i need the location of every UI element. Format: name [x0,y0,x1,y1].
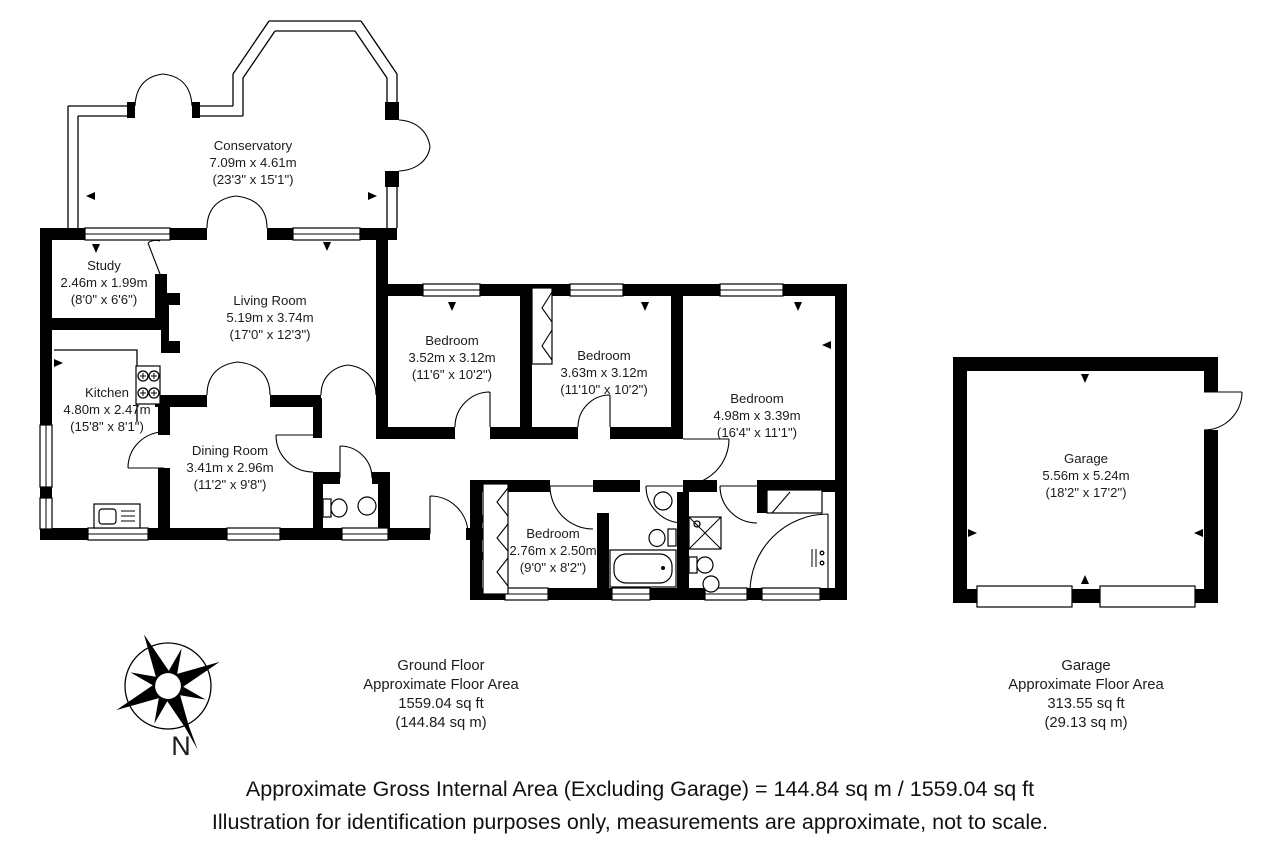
toilet-icon [649,529,676,547]
svg-text:Approximate Floor Area: Approximate Floor Area [1008,677,1164,693]
svg-text:2.76m x 2.50m: 2.76m x 2.50m [509,543,597,558]
svg-text:Bedroom: Bedroom [526,526,580,541]
kitchen-fixtures [54,350,160,528]
svg-text:3.41m x 2.96m: 3.41m x 2.96m [186,460,274,475]
room-label-bedroom-2 [560,348,647,397]
svg-text:Approximate Floor Area: Approximate Floor Area [363,677,519,693]
svg-text:(29.13 sq m): (29.13 sq m) [1044,715,1128,731]
svg-text:4.80m x 2.47m: 4.80m x 2.47m [63,402,151,417]
svg-text:(144.84 sq m): (144.84 sq m) [395,715,487,731]
toilet-icon [323,499,347,517]
kitchen-sink-icon [94,504,140,528]
compass-north-label: N [171,731,191,761]
gross-internal-area-text: Approximate Gross Internal Area (Excluding Garage) = 144.84 sq m / 1559.04 sq ft [245,777,1035,801]
room-label-garage [1042,451,1129,500]
compass-rose-icon [92,610,249,773]
shower-icon [689,517,721,549]
svg-text:Dining Room: Dining Room [191,443,269,458]
svg-text:Conservatory: Conservatory [213,138,293,153]
disclaimer-text: Illustration for identification purposes only, measurements are approximate, not to scale. [211,810,1049,834]
svg-text:7.09m x 4.61m: 7.09m x 4.61m [209,155,297,170]
room-label-dining-room [186,443,273,492]
ground-floor-area-summary [363,658,519,731]
room-label-conservatory [209,138,296,187]
svg-text:(18'2" x 17'2"): (18'2" x 17'2") [1045,485,1127,500]
svg-text:(8'0" x 6'6"): (8'0" x 6'6") [70,292,138,307]
svg-text:(15'8" x 8'1"): (15'8" x 8'1") [70,419,144,434]
basin-icon [358,497,376,515]
svg-text:Bedroom: Bedroom [577,348,631,363]
svg-text:Ground Floor: Ground Floor [397,658,485,674]
stove-icon [136,366,160,404]
svg-text:Study: Study [87,258,121,273]
garage-area-summary [1008,658,1164,731]
svg-text:Kitchen: Kitchen [85,385,129,400]
svg-text:(17'0" x 12'3"): (17'0" x 12'3") [229,327,311,342]
svg-text:5.19m x 3.74m: 5.19m x 3.74m [226,310,314,325]
toilet-icon [689,557,713,573]
footer-disclaimer [212,777,1048,834]
svg-text:(9'0" x 8'2"): (9'0" x 8'2") [519,560,587,575]
bathroom-fixtures [610,492,676,587]
garage-door-right [1100,586,1195,607]
bathtub-icon [610,550,676,587]
svg-text:2.46m x 1.99m: 2.46m x 1.99m [60,275,148,290]
basin-icon [654,492,672,510]
svg-text:(11'6" x 10'2"): (11'6" x 10'2") [411,367,493,382]
svg-text:Bedroom: Bedroom [425,333,479,348]
garage-door-left [977,586,1072,607]
svg-text:Garage: Garage [1064,451,1108,466]
room-label-study [60,258,147,307]
fireplace [161,293,180,353]
svg-text:(11'2" x 9'8"): (11'2" x 9'8") [193,477,267,492]
towel-rail-icon [812,549,824,567]
svg-text:(16'4" x 11'1"): (16'4" x 11'1") [716,425,798,440]
svg-text:Garage: Garage [1061,658,1111,674]
svg-text:4.98m x 3.39m: 4.98m x 3.39m [713,408,801,423]
svg-text:3.63m x 3.12m: 3.63m x 3.12m [560,365,648,380]
svg-text:313.55 sq ft: 313.55 sq ft [1047,696,1125,712]
svg-text:5.56m x 5.24m: 5.56m x 5.24m [1042,468,1130,483]
svg-text:Bedroom: Bedroom [730,391,784,406]
basin-icon [703,576,719,592]
room-label-bedroom-4 [509,526,596,575]
ensuite-fixtures [689,517,824,592]
svg-text:(11'10" x 10'2"): (11'10" x 10'2") [560,382,648,397]
svg-text:3.52m x 3.12m: 3.52m x 3.12m [408,350,496,365]
room-label-bedroom-1 [408,333,495,382]
cloakroom-fixtures [323,497,376,517]
svg-text:1559.04 sq ft: 1559.04 sq ft [398,696,484,712]
svg-text:(23'3" x 15'1"): (23'3" x 15'1") [212,172,294,187]
room-label-bedroom-3 [713,391,800,440]
room-label-living-room [226,293,313,342]
svg-text:Living Room: Living Room [233,293,307,308]
